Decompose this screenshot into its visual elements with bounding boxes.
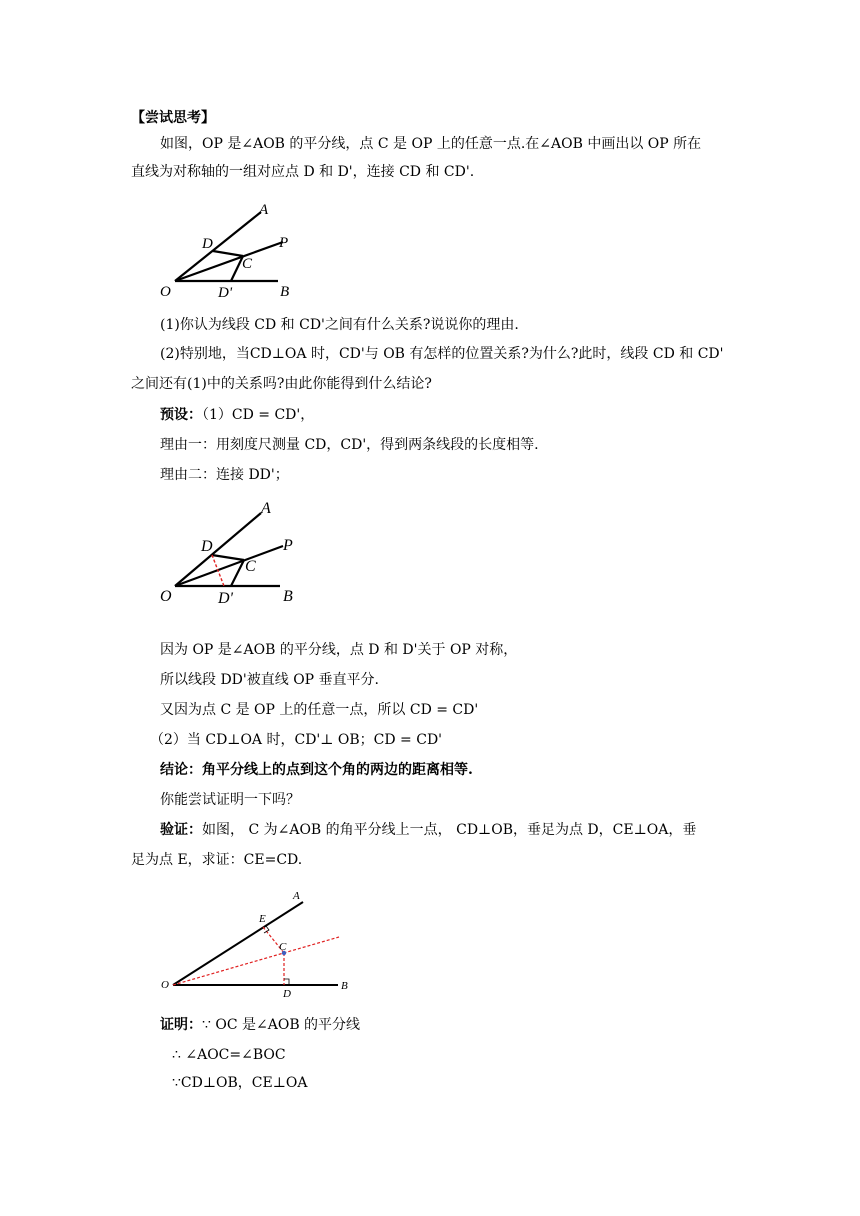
fig2-label-D: D (201, 538, 213, 555)
fig1-label-D: D (202, 236, 213, 252)
guess-text: （1）CD = CD'， (202, 407, 315, 423)
proof-text-1: ∵ OC 是∠AOB 的平分线 (202, 1017, 361, 1033)
intro-line-2: 直线为对称轴的一组对应点 D 和 D'，连接 CD 和 CD'. (131, 164, 475, 180)
verify-line-1 (160, 820, 696, 840)
proof-line-2: ∴ ∠AOC=∠BOC (172, 1047, 286, 1063)
figure-angle-bisector-1 (155, 195, 315, 305)
part-2-line: （2）当 CD⊥OA 时，CD'⊥ OB；CD = CD' (150, 732, 443, 748)
question-1: (1)你认为线段 CD 和 CD'之间有什么关系?说说你的理由. (160, 317, 519, 333)
guess-line (160, 405, 314, 425)
fig1-label-O: O (160, 284, 171, 300)
question-2-line-2: 之间还有(1)中的关系吗?由此你能得到什么结论? (131, 376, 432, 392)
fig1-label-C: C (242, 256, 253, 272)
fig3-label-E: E (259, 913, 266, 925)
fig3-label-O: O (161, 979, 169, 991)
fig2-label-O: O (160, 588, 172, 605)
fig2-label-B: B (283, 588, 293, 605)
try-prove-line: 你能尝试证明一下吗？ (160, 792, 300, 808)
reason-1: 理由一：用刻度尺测量 CD，CD'，得到两条线段的长度相等. (160, 437, 539, 453)
fig3-label-D: D (283, 988, 291, 1000)
fig1-label-P: P (279, 235, 289, 251)
verify-text: 如图， C 为∠AOB 的角平分线上一点， CD⊥OB，垂足为点 D，CE⊥OA，垂 (202, 822, 697, 838)
fig3-label-B: B (341, 980, 348, 992)
verify-line-2: 足为点 E，求证：CE=CD. (131, 852, 303, 868)
conclusion-line (160, 760, 473, 780)
so-line: 所以线段 DD'被直线 OP 垂直平分. (160, 672, 379, 688)
conclusion-text: 角平分线上的点到这个角的两边的距离相等. (202, 762, 473, 778)
proof-line-1 (160, 1015, 360, 1035)
fig3-label-C: C (279, 941, 287, 953)
fig3-label-A: A (293, 890, 300, 902)
guess-label: 预设： (160, 407, 202, 423)
also-line: 又因为点 C 是 OP 上的任意一点，所以 CD = CD' (160, 702, 479, 718)
fig2-label-P: P (283, 537, 293, 554)
intro-line-1: 如图，OP 是∠AOB 的平分线，点 C 是 OP 上的任意一点.在∠AOB 中画出以 OP 所在 (160, 136, 702, 152)
figure-proof (155, 882, 365, 1002)
reason-2: 理由二：连接 DD'； (160, 467, 289, 483)
fig1-label-Dprime: D' (218, 285, 233, 301)
fig2-label-C: C (245, 558, 256, 575)
proof-label: 证明： (160, 1017, 202, 1033)
conclusion-label: 结论： (160, 762, 202, 778)
section-heading: 【尝试思考】 (131, 110, 215, 126)
proof-line-3: ∵CD⊥OB，CE⊥OA (172, 1075, 308, 1091)
figure-angle-bisector-2 (155, 493, 315, 608)
verify-label: 验证： (160, 822, 202, 838)
because-line: 因为 OP 是∠AOB 的平分线，点 D 和 D'关于 OP 对称， (160, 642, 518, 658)
fig1-label-A: A (259, 202, 269, 218)
fig2-label-A: A (261, 500, 271, 517)
fig2-label-Dprime: D' (218, 590, 233, 607)
fig1-label-B: B (280, 284, 290, 300)
question-2-line-1: (2)特别地，当CD⊥OA 时，CD'与 OB 有怎样的位置关系?为什么?此时，线段 CD 和 CD' (160, 346, 724, 362)
